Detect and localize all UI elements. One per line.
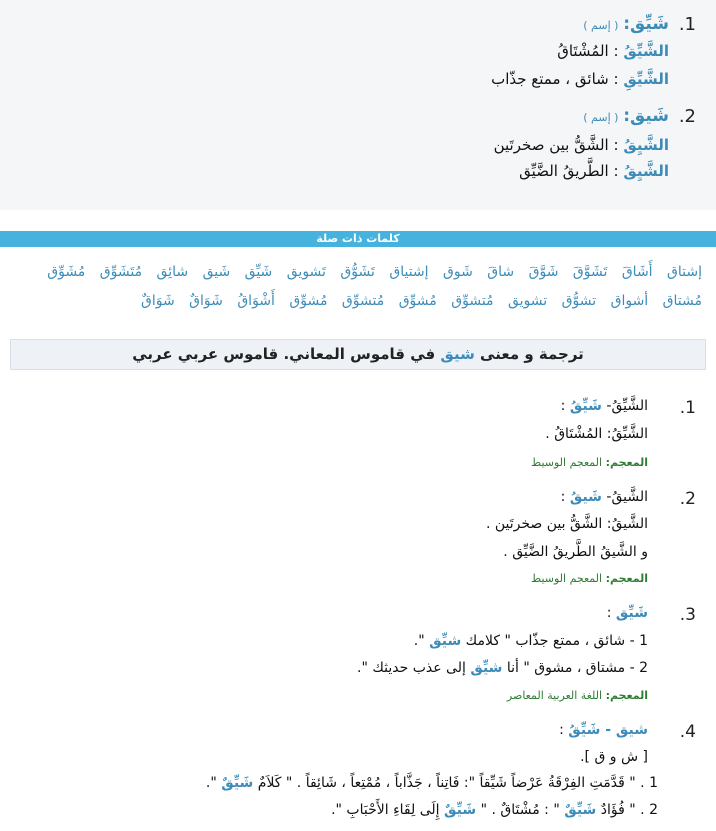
term: الشَّيِّقِ [623, 70, 669, 88]
headword-link[interactable]: شَيِّق: [623, 14, 669, 34]
headword-link[interactable]: شيق - شَيِّقُ [568, 722, 648, 738]
related-word-link[interactable]: شاقَ [487, 264, 515, 280]
definition-line: الشَّيِّقُ: المُشْتَاقُ . [545, 426, 648, 442]
top-entries-panel [0, 0, 716, 210]
related-word-link[interactable]: تَشَوَّقَ [572, 264, 608, 280]
entry-number: 2. [679, 489, 696, 509]
related-word-link[interactable]: مُشوِّق [398, 293, 437, 309]
example-line: 1 . " قَدَّمَتِ الفِرْقَةُ عَرْضاً شَيِّقاً ": فَاتِناً ، جَذَّاباً ، مُمْتِعاً ، شَائِقاً . " كَلاَمٌ شَيِّقٌ ". [205, 775, 658, 791]
related-word-link[interactable]: شَيِّق [244, 264, 273, 280]
definition: : الطَّريقُ الضَّيِّق [519, 162, 624, 180]
related-word-link[interactable]: مُتشوِّق [341, 293, 385, 309]
example-line: 1 - شائق ، ممتع جذّاب " كلامك شيِّق ". [413, 633, 648, 649]
entry-number: 4. [679, 722, 696, 742]
related-word-link[interactable]: أَشَاقَ [621, 264, 653, 280]
related-words-panel [0, 258, 716, 330]
related-word-link[interactable]: شَوق [443, 264, 473, 280]
headword-link[interactable]: شَيقُ [569, 489, 602, 505]
related-word-link[interactable]: مُشتاق [662, 293, 702, 309]
source-link[interactable]: المعجم الوسيط [531, 456, 606, 469]
related-word-link[interactable]: شَيق [202, 264, 231, 280]
definition: : المُشْتَاقُ [557, 42, 624, 60]
related-word-link[interactable]: مُتشوِّق [451, 293, 494, 309]
headword-link[interactable]: شَيق: [623, 106, 669, 126]
related-word-link[interactable]: شَوَاقٌ [189, 293, 223, 309]
entry-number: 1. [679, 398, 696, 418]
entry-number: 1. [678, 14, 696, 35]
source-link[interactable]: المعجم الوسيط [531, 572, 606, 585]
term: الشَّيِقُ [623, 162, 669, 180]
section-title: ترجمة و معنى شيق في قاموس المعاني. قاموس عربي عربي [10, 339, 706, 370]
headword-link[interactable]: شَيِّق [615, 605, 648, 621]
source: المعجم: المعجم الوسيط [531, 456, 648, 469]
related-words-list [14, 258, 702, 316]
definition: : الشَّقُّ بين صخرتَين [493, 136, 624, 154]
term: الشَّيِقُ [623, 136, 669, 154]
source: المعجم: المعجم الوسيط [531, 572, 648, 585]
related-word-link[interactable]: شَوَّقَ [528, 264, 559, 280]
related-word-link[interactable]: تَشويق [286, 264, 326, 280]
related-word-link[interactable]: شائِق [156, 264, 189, 280]
pos-tag: ( إسم ) [583, 19, 619, 32]
headword-link[interactable]: شَيِّقُ [569, 398, 602, 414]
related-word-link[interactable]: شَوَاقٌ [140, 293, 175, 309]
root-letters: [ ش و ق ]. [580, 749, 648, 765]
entry-number: 3. [679, 605, 696, 625]
related-words-header: كلمات ذات صلة [0, 231, 716, 247]
related-word-link[interactable]: تشويق [508, 293, 548, 309]
term: الشَّيِّقُ [623, 42, 669, 60]
related-word-link[interactable]: مُشوِّق [289, 293, 328, 309]
related-word-link[interactable]: تَشَوُّق [340, 264, 375, 280]
related-word-link[interactable]: تشوُّق [561, 293, 597, 309]
source: المعجم: اللغة العربية المعاصر [506, 689, 648, 702]
definition-line: و الشَّيقُ الطَّريقُ الضَّيِّق . [503, 544, 648, 560]
pos-tag: ( إسم ) [583, 111, 619, 124]
definition: : شائق ، ممتع جذّاب [491, 70, 624, 88]
section-title-word: شيق [440, 345, 475, 363]
related-word-link[interactable]: مُشَوِّق [47, 264, 86, 280]
related-word-link[interactable]: أشواق [610, 293, 649, 309]
entry-number: 2. [678, 106, 696, 127]
related-word-link[interactable]: مُتَشَوِّق [99, 264, 143, 280]
related-word-link[interactable]: إشتاق [667, 264, 702, 280]
example-line: 2 . " فُؤَادٌ شَيِّقٌ " : مُشْتَاقٌ . " شَيِّقٌ إِلَى لِقَاءِ الأَحْبَابِ ". [331, 802, 658, 818]
related-word-link[interactable]: أَشْوَاقُ [237, 293, 275, 309]
definition-line: الشَّيقُ: الشَّقُّ بين صخرتَين . [485, 516, 648, 532]
source-link[interactable]: اللغة العربية المعاصر [506, 689, 606, 702]
example-line: 2 - مشتاق ، مشوق " أنا شيِّق إلى عذب حديثك ". [357, 660, 648, 676]
related-word-link[interactable]: إشتياق [389, 264, 429, 280]
